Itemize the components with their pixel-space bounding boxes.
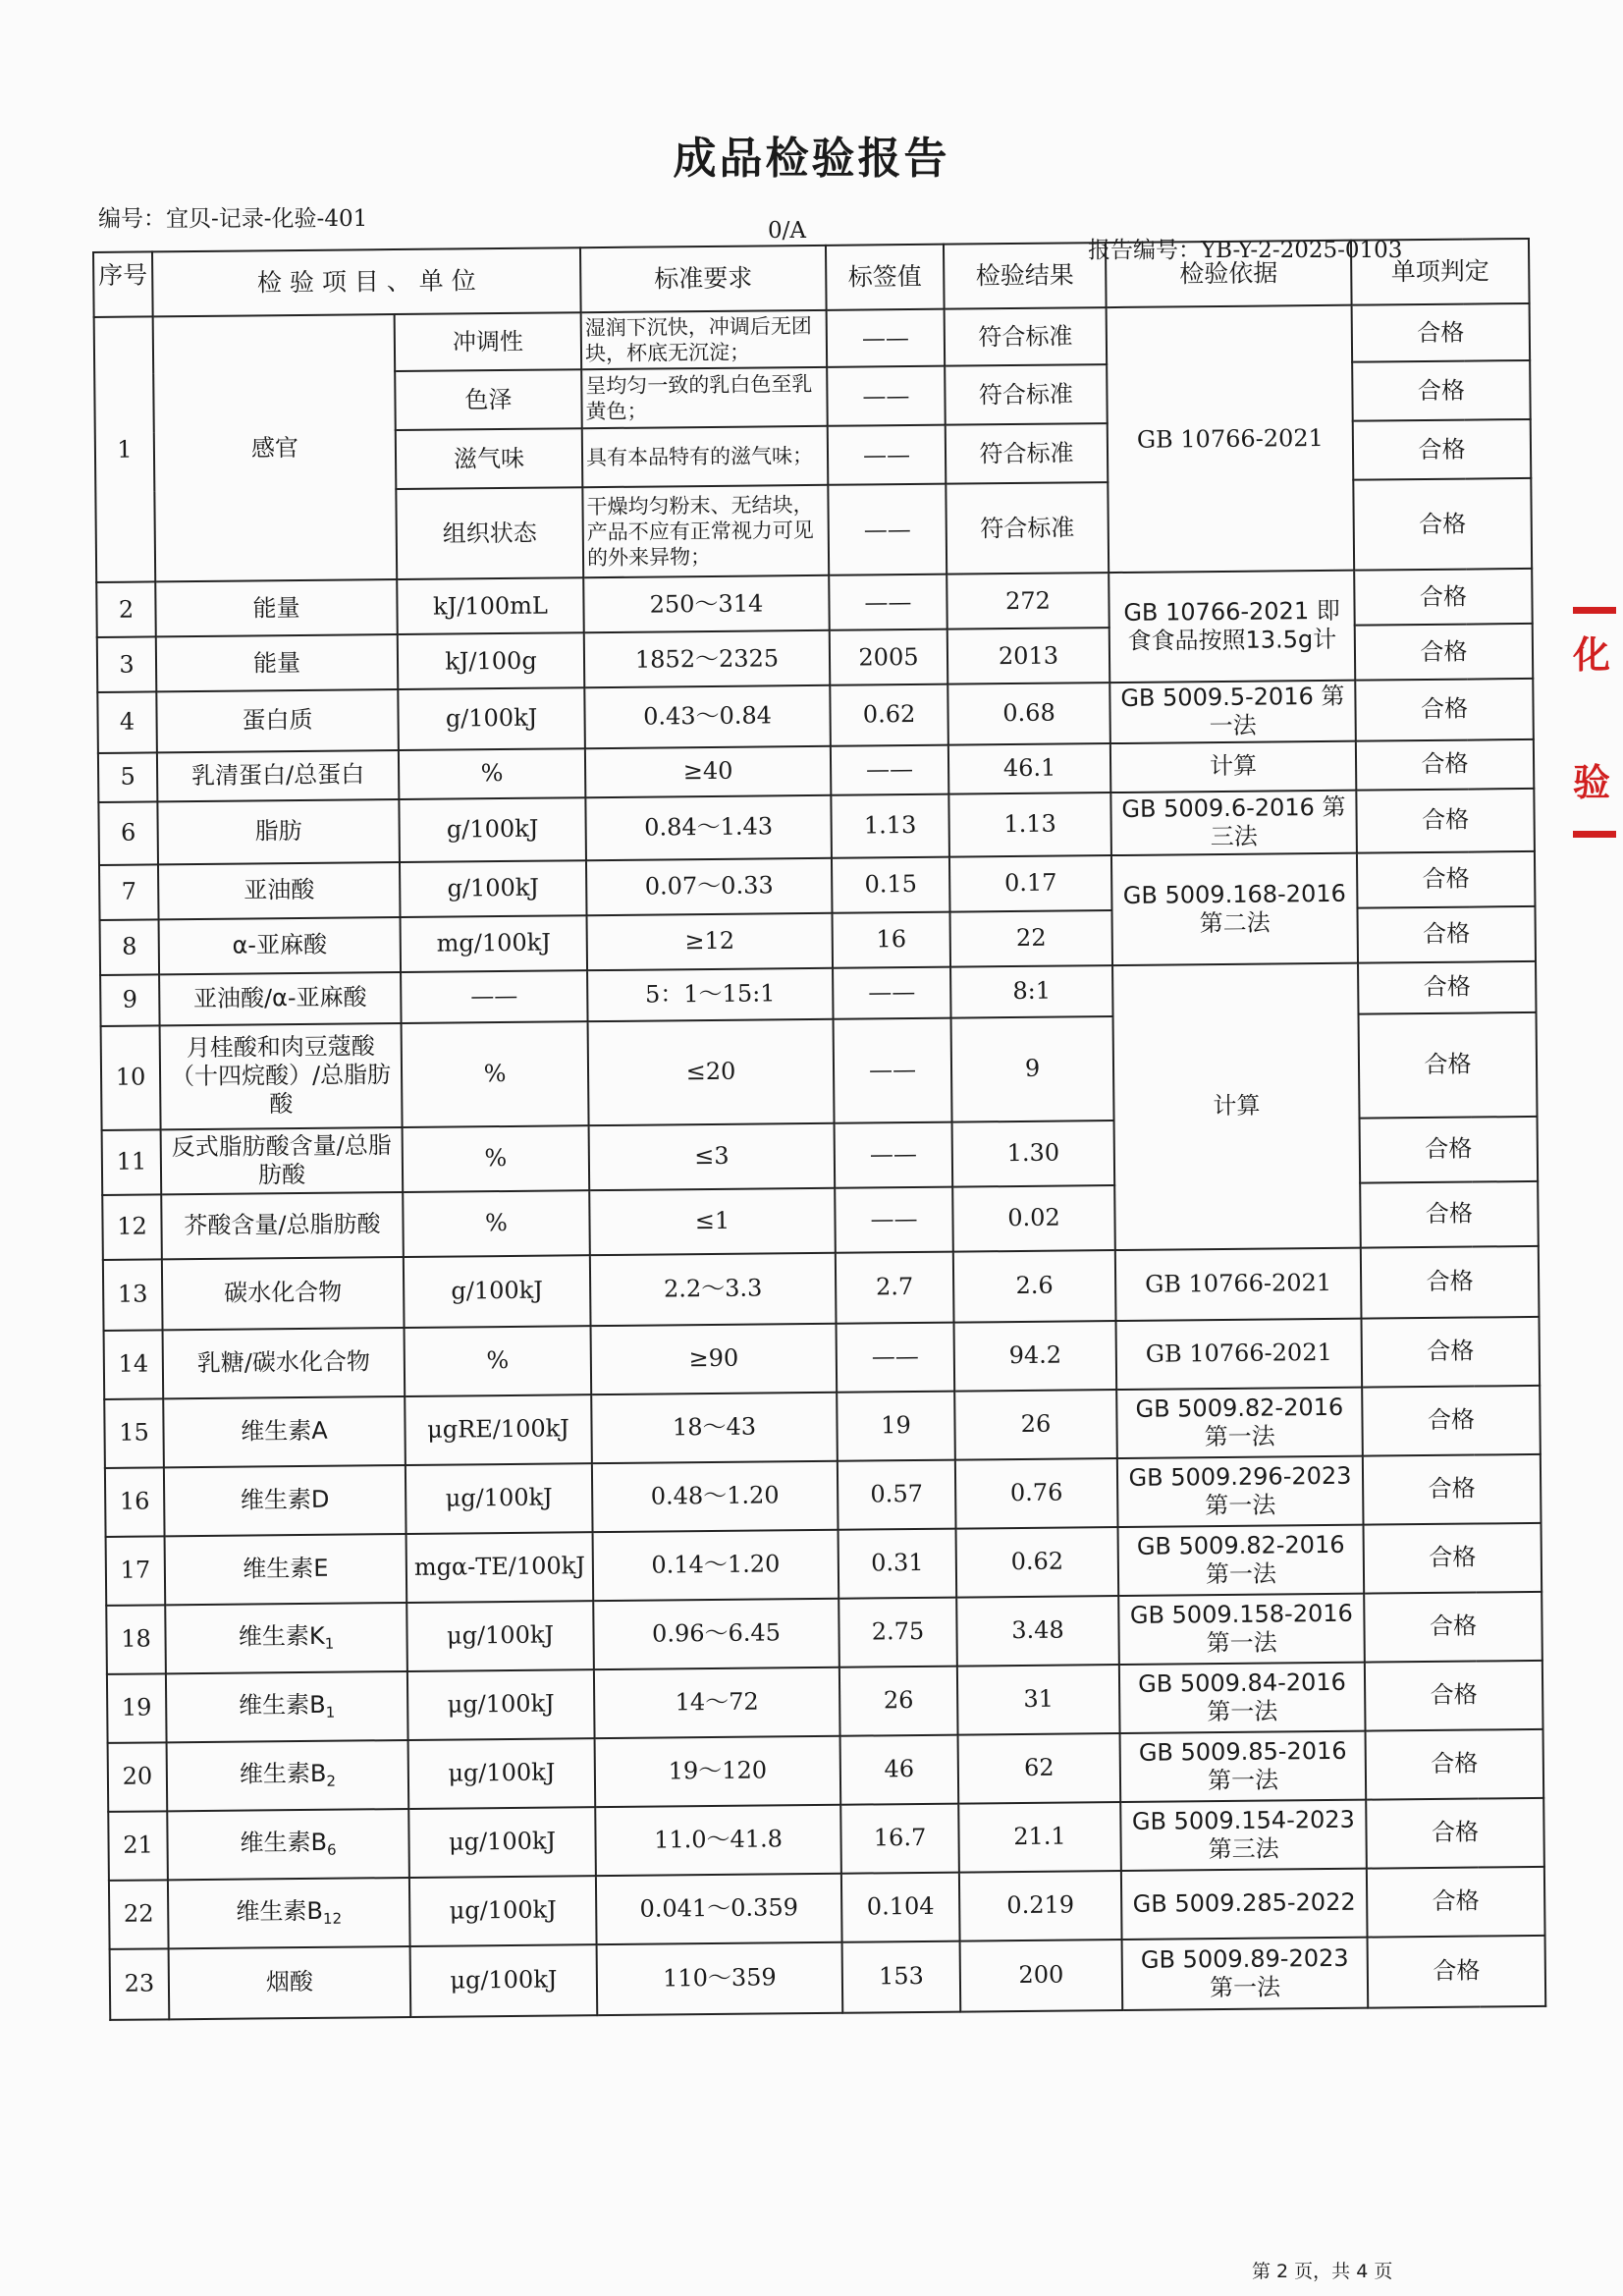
sensory-item: 色泽 [395, 369, 582, 430]
row-judgement: 合格 [1354, 569, 1533, 626]
stamp-bar-bottom [1573, 831, 1616, 838]
row-basis: GB 10766-2021 [1115, 1247, 1362, 1320]
row-label-value: —— [831, 744, 948, 794]
row-judgement: 合格 [1368, 1935, 1546, 2007]
row-judgement: 合格 [1363, 1453, 1542, 1524]
row-result: 31 [957, 1665, 1120, 1735]
row-basis: GB 5009.82-2016 第一法 [1116, 1387, 1363, 1457]
row-basis: GB 5009.82-2016 第一法 [1118, 1524, 1365, 1595]
row-item: 维生素D [164, 1465, 406, 1536]
row-label-value: 26 [839, 1666, 958, 1735]
row-basis: 计算 [1110, 740, 1356, 792]
row-item-subscript: 6 [327, 1840, 337, 1859]
row-label-value: —— [827, 366, 946, 426]
row-basis: GB 5009.84-2016 第一法 [1119, 1662, 1366, 1732]
row-label-value: —— [835, 1186, 953, 1252]
row-label-value: 153 [842, 1941, 961, 2012]
row-item [167, 1740, 409, 1811]
row-judgement: 合格 [1359, 1012, 1538, 1119]
row-judgement: 合格 [1357, 906, 1536, 963]
row-standard: 0.14～1.20 [593, 1529, 839, 1600]
row-judgement: 合格 [1366, 1797, 1544, 1868]
row-result: 22 [949, 910, 1112, 967]
row-standard: 0.041～0.359 [596, 1873, 842, 1943]
row-unit: μg/100kJ [407, 1669, 595, 1740]
row-unit: g/100kJ [398, 687, 585, 749]
row-unit: g/100kJ [400, 860, 587, 917]
row-item-subscript: 12 [322, 1909, 343, 1928]
row-basis: GB 5009.85-2016 第一法 [1120, 1730, 1367, 1801]
row-basis: GB 10766-2021 [1115, 1318, 1362, 1389]
stamp-bar-top [1573, 607, 1616, 614]
row-label-value: 0.104 [841, 1872, 960, 1941]
row-item-subscript: 1 [325, 1703, 336, 1722]
inspection-table [92, 238, 1546, 2021]
row-label-value: —— [829, 574, 947, 630]
sensory-item: 冲调性 [395, 312, 582, 371]
row-seq: 2 [96, 581, 156, 637]
row-item: 烟酸 [169, 1946, 411, 2019]
row-result: 0.76 [955, 1458, 1118, 1529]
row-item: 亚油酸 [158, 862, 401, 919]
version-label: 0/A [768, 218, 806, 244]
sensory-label: 感官 [153, 314, 398, 581]
row-standard: 110～359 [597, 1941, 843, 2014]
row-standard: 具有本品特有的滋气味； [582, 426, 829, 487]
row-standard: 18～43 [591, 1392, 838, 1462]
row-standard: ≤20 [588, 1018, 835, 1124]
row-judgement: 合格 [1356, 739, 1534, 791]
row-label-value: —— [828, 425, 947, 485]
row-result: 94.2 [954, 1321, 1117, 1392]
row-seq: 20 [108, 1742, 168, 1812]
row-judgement: 合格 [1365, 1660, 1543, 1730]
row-standard: 1852～2325 [584, 630, 831, 687]
row-judgement: 合格 [1353, 419, 1532, 480]
row-standard: 湿润下沉快，冲调后无团块，杯底无沉淀； [581, 310, 828, 369]
row-standard: ≥12 [587, 912, 834, 969]
row-result: 9 [951, 1016, 1114, 1122]
row-judgement: 合格 [1361, 1316, 1540, 1387]
row-result: 符合标准 [946, 482, 1109, 574]
row-basis: GB 5009.89-2023 第一法 [1122, 1937, 1369, 2009]
row-judgement: 合格 [1362, 1385, 1541, 1455]
row-judgement: 合格 [1355, 624, 1534, 681]
row-judgement: 合格 [1357, 851, 1536, 908]
sensory-basis: GB 10766-2021 [1107, 305, 1355, 573]
row-item-base: 维生素B [239, 1759, 327, 1788]
row-unit: μg/100kJ [409, 1876, 597, 1946]
row-item [165, 1603, 407, 1673]
row-standard: ≤3 [589, 1122, 836, 1189]
row-seq: 9 [100, 974, 159, 1026]
row-label-value: —— [837, 1322, 955, 1392]
row-seq: 4 [97, 691, 157, 752]
row-item: 反式脂肪酸含量/总脂肪酸 [161, 1127, 404, 1194]
row-basis-fatty-acids: GB 5009.168-2016 第二法 [1111, 852, 1358, 964]
row-judgement: 合格 [1353, 478, 1532, 571]
row-basis: GB 5009.6-2016 第三法 [1110, 790, 1357, 854]
row-label-value: 2.7 [836, 1251, 954, 1323]
row-judgement: 合格 [1364, 1522, 1542, 1593]
row-judgement: 合格 [1360, 1117, 1539, 1183]
col-header-judgement: 单项判定 [1351, 239, 1530, 305]
row-item: 芥酸含量/总脂肪酸 [161, 1192, 404, 1259]
row-item: 能量 [156, 634, 399, 691]
row-result: 0.62 [956, 1527, 1119, 1598]
row-unit: % [399, 748, 585, 799]
row-standard: 干燥均匀粉末、无结块，产品不应有正常视力可见的外来异物； [582, 485, 829, 577]
row-label-value: —— [828, 484, 947, 575]
row-unit: mg/100kJ [401, 915, 588, 972]
row-item: 维生素E [165, 1534, 407, 1605]
table-row [110, 1935, 1546, 2019]
row-result: 2013 [947, 628, 1110, 684]
row-unit: μg/100kJ [410, 1944, 598, 2017]
row-unit: % [405, 1326, 592, 1396]
row-item-base: 维生素B [236, 1896, 324, 1926]
col-header-seq: 序号 [93, 251, 153, 317]
row-standard: 0.48～1.20 [592, 1460, 839, 1531]
row-unit: g/100kJ [404, 1255, 591, 1328]
row-label-value: —— [834, 1017, 952, 1122]
col-header-result: 检验结果 [944, 243, 1107, 309]
row-item-subscript: 1 [324, 1634, 335, 1653]
row-judgement: 合格 [1358, 961, 1537, 1014]
stamp-char-1: 化 [1573, 633, 1611, 677]
row-unit: —— [401, 970, 587, 1023]
row-result: 272 [947, 573, 1109, 629]
row-seq: 15 [104, 1398, 164, 1468]
row-standard: 0.43～0.84 [584, 685, 831, 748]
row-standard: ≥40 [585, 745, 831, 796]
row-standard: 11.0～41.8 [595, 1804, 841, 1875]
row-result: 0.219 [959, 1871, 1122, 1941]
row-judgement: 合格 [1361, 1246, 1540, 1319]
row-standard: 5：1～15:1 [587, 967, 833, 1020]
row-seq: 7 [99, 864, 159, 920]
row-result: 0.02 [952, 1185, 1115, 1252]
row-basis: GB 5009.154-2023 第三法 [1120, 1799, 1367, 1870]
row-judgement: 合格 [1366, 1728, 1544, 1799]
row-result: 符合标准 [945, 307, 1108, 366]
document-number: 编号：宜贝-记录-化验-401 [98, 206, 368, 232]
row-label-value: 2.75 [839, 1597, 957, 1667]
row-standard: 0.84～1.43 [585, 794, 832, 859]
row-result: 0.17 [949, 855, 1112, 912]
row-label-value: —— [827, 309, 946, 367]
row-standard: 0.07～0.33 [586, 857, 833, 914]
row-label-value: 0.62 [830, 684, 948, 746]
row-label-value: 19 [837, 1391, 955, 1460]
row-basis: GB 5009.285-2022 [1121, 1868, 1368, 1939]
row-standard: 19～120 [595, 1735, 841, 1806]
row-seq: 10 [101, 1025, 161, 1130]
row-standard: 0.96～6.45 [593, 1598, 839, 1668]
row-seq: 5 [98, 752, 157, 802]
row-unit: μg/100kJ [406, 1463, 593, 1534]
row-item: 维生素A [163, 1396, 406, 1467]
sensory-item: 滋气味 [396, 428, 583, 489]
row-item: 月桂酸和肉豆蔻酸（十四烷酸）/总脂肪酸 [160, 1023, 403, 1129]
row-judgement: 合格 [1367, 1866, 1545, 1937]
row-item: 亚油酸/α-亚麻酸 [159, 972, 401, 1025]
row-standard: ≤1 [589, 1187, 836, 1254]
row-judgement: 合格 [1352, 360, 1531, 421]
row-label-value: 0.57 [838, 1459, 956, 1529]
row-result: 200 [960, 1940, 1123, 2012]
row-item-base: 维生素B [240, 1828, 328, 1857]
row-seq: 17 [106, 1536, 166, 1606]
row-result: 符合标准 [945, 364, 1108, 425]
page-footer: 第 2 页，共 4 页 [1252, 2261, 1393, 2282]
row-basis: GB 5009.158-2016 第一法 [1118, 1593, 1365, 1664]
row-item: 蛋白质 [156, 689, 399, 752]
row-unit: kJ/100mL [397, 577, 584, 634]
row-label-value: 2005 [830, 629, 948, 685]
row-label-value: 16.7 [840, 1803, 959, 1873]
report-number: 报告编号：YB-Y-2-2025-0103 [1088, 238, 1403, 263]
row-seq: 19 [107, 1673, 167, 1743]
row-item [167, 1809, 409, 1880]
row-standard: 250～314 [583, 575, 830, 632]
row-basis-energy: GB 10766-2021 即食食品按照13.5g计 [1109, 571, 1355, 683]
col-header-standard: 标准要求 [580, 246, 827, 312]
row-seq: 8 [100, 919, 160, 975]
report-title: 成品检验报告 [673, 134, 950, 184]
col-header-basis: 检验依据 [1106, 241, 1352, 307]
row-judgement: 合格 [1352, 303, 1531, 362]
row-seq: 6 [98, 801, 158, 865]
sensory-item: 组织状态 [396, 487, 583, 579]
row-result: 符合标准 [946, 423, 1109, 484]
row-label-value: —— [833, 966, 950, 1018]
row-item-base: 维生素B [239, 1690, 326, 1720]
row-label-value: 16 [832, 911, 950, 967]
row-standard: 呈均匀一致的乳白色至乳黄色； [581, 367, 828, 428]
col-header-label-value: 标签值 [826, 245, 945, 310]
row-seq: 21 [108, 1811, 168, 1881]
row-result: 46.1 [948, 743, 1110, 794]
stamp-char-2: 验 [1573, 761, 1611, 804]
row-seq: 1 [94, 316, 156, 582]
row-result: 2.6 [953, 1250, 1116, 1323]
col-header-item-unit: 检 验 项 目 、 单 位 [152, 247, 581, 316]
row-unit: % [402, 1021, 589, 1127]
row-label-value: 0.31 [839, 1528, 957, 1598]
row-standard: 14～72 [594, 1667, 840, 1737]
row-result: 21.1 [958, 1802, 1121, 1873]
row-label-value: —— [835, 1121, 953, 1187]
row-seq: 13 [103, 1259, 163, 1331]
row-unit: μgRE/100kJ [405, 1394, 592, 1465]
row-unit: % [403, 1190, 590, 1257]
row-unit: μg/100kJ [408, 1807, 596, 1878]
row-result: 1.13 [948, 793, 1111, 857]
row-item [168, 1878, 410, 1948]
row-seq: 22 [109, 1880, 169, 1949]
row-unit: μg/100kJ [408, 1738, 596, 1809]
row-label-value: 46 [840, 1734, 959, 1804]
row-item: α-亚麻酸 [159, 917, 402, 974]
row-result: 3.48 [956, 1596, 1119, 1667]
row-item [166, 1671, 408, 1742]
row-item: 乳糖/碳水化合物 [163, 1328, 406, 1398]
row-seq: 23 [110, 1948, 170, 2020]
row-unit: kJ/100g [398, 632, 585, 689]
row-result: 26 [954, 1390, 1117, 1460]
row-seq: 18 [106, 1605, 166, 1674]
row-item-base: 维生素K [238, 1621, 325, 1651]
row-result: 8:1 [950, 965, 1112, 1018]
inspection-stamp [1573, 577, 1618, 872]
row-basis-calculated: 计算 [1112, 962, 1361, 1249]
row-judgement: 合格 [1364, 1591, 1542, 1662]
row-seq: 16 [105, 1467, 165, 1537]
row-result: 1.30 [952, 1121, 1115, 1187]
row-seq: 11 [102, 1129, 162, 1195]
row-item: 乳清蛋白/总蛋白 [157, 750, 399, 801]
row-unit: mgα-TE/100kJ [406, 1532, 594, 1603]
row-label-value: 0.15 [832, 856, 950, 912]
row-basis: GB 5009.296-2023 第一法 [1117, 1455, 1364, 1526]
row-item: 能量 [155, 579, 398, 636]
row-seq: 12 [102, 1194, 162, 1260]
row-result: 62 [958, 1733, 1121, 1804]
row-unit: μg/100kJ [406, 1601, 594, 1671]
row-unit: g/100kJ [399, 797, 586, 862]
row-item: 脂肪 [157, 799, 400, 864]
row-label-value: 1.13 [831, 793, 949, 857]
row-judgement: 合格 [1360, 1181, 1539, 1248]
row-item: 碳水化合物 [162, 1257, 405, 1330]
row-judgement: 合格 [1355, 679, 1534, 740]
row-basis: GB 5009.5-2016 第一法 [1109, 681, 1356, 743]
row-standard: 2.2～3.3 [590, 1252, 837, 1325]
row-standard: ≥90 [591, 1323, 838, 1394]
row-seq: 14 [104, 1330, 164, 1399]
row-judgement: 合格 [1356, 789, 1535, 853]
row-item-subscript: 2 [326, 1772, 337, 1790]
row-unit: % [403, 1125, 590, 1192]
row-result: 0.68 [947, 683, 1110, 744]
row-seq: 3 [97, 636, 157, 692]
